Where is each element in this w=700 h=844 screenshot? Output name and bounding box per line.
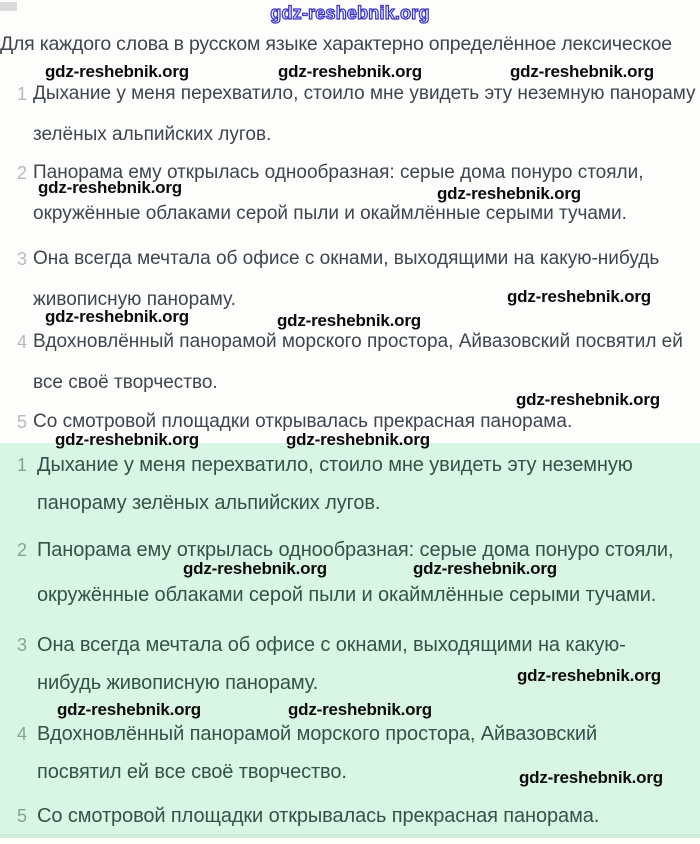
item-text-line: живописную панораму. bbox=[33, 289, 236, 310]
item-number: 4 bbox=[17, 332, 28, 352]
item-text-line: все своё творчество. bbox=[33, 372, 218, 393]
scan-artifact-smudge bbox=[0, 2, 17, 11]
item-text-line: Панорама ему открылась однообразная: серые дома понуро стояли, bbox=[33, 162, 644, 183]
item-text-line: посвятил ей все своё творчество. bbox=[37, 761, 347, 783]
item-text-line: нибудь живописную панораму. bbox=[37, 672, 319, 694]
site-watermark: gdz-reshebnik.org bbox=[57, 700, 201, 719]
site-watermark: gdz-reshebnik.org bbox=[286, 430, 430, 449]
item-text-line: Панорама ему открылась однообразная: серые дома понуро стояли, bbox=[37, 539, 674, 561]
item-text-line: Дыхание у меня перехватило, стоило мне увидеть эту неземную панораму bbox=[33, 83, 696, 104]
site-watermark: gdz-reshebnik.org bbox=[38, 178, 182, 197]
site-watermark: gdz-reshebnik.org bbox=[45, 307, 189, 326]
item-number: 1 bbox=[17, 455, 27, 475]
item-text-line: зелёных альпийских лугов. bbox=[33, 124, 272, 145]
item-number: 5 bbox=[17, 412, 28, 432]
site-watermark: gdz-reshebnik.org bbox=[278, 62, 422, 81]
site-watermark: gdz-reshebnik.org bbox=[277, 311, 421, 330]
site-watermark: gdz-reshebnik.org bbox=[510, 62, 654, 81]
item-number: 4 bbox=[17, 724, 27, 744]
item-text-line: Дыхание у меня перехватило, стоило мне увидеть эту неземную bbox=[37, 454, 633, 476]
item-text-line: Вдохновлённый панорамой морского простора, Айвазовский посвятил ей bbox=[33, 331, 683, 352]
site-watermark: gdz-reshebnik.org bbox=[55, 430, 199, 449]
item-text-line: Со смотровой площадки открывалась прекрасная панорама. bbox=[33, 411, 573, 432]
answer-item bbox=[0, 540, 700, 623]
item-text-line: окружённые облаками серой пыли и окаймлённые серыми тучами. bbox=[37, 584, 657, 606]
item-number: 2 bbox=[17, 540, 27, 560]
item-text-line: Вдохновлённый панорамой морского простора, Айвазовский bbox=[37, 723, 598, 745]
site-watermark-outlined: gdz-reshebnik.org bbox=[270, 3, 430, 23]
site-watermark: gdz-reshebnik.org bbox=[183, 559, 327, 578]
answer-item bbox=[0, 455, 700, 531]
item-text-line: Она всегда мечтала об офисе с окнами, выходящими на какую- bbox=[37, 634, 626, 656]
task-header-text: Для каждого слова в русском языке характерно определённое лексическое bbox=[0, 33, 672, 55]
site-watermark: gdz-reshebnik.org bbox=[413, 559, 557, 578]
site-watermark: gdz-reshebnik.org bbox=[288, 700, 432, 719]
list-item bbox=[0, 84, 700, 166]
answer-item bbox=[0, 724, 700, 800]
answer-item bbox=[0, 806, 700, 844]
item-number: 3 bbox=[17, 249, 28, 269]
list-item bbox=[0, 163, 700, 245]
site-watermark: gdz-reshebnik.org bbox=[507, 287, 651, 306]
site-watermark: gdz-reshebnik.org bbox=[516, 390, 660, 409]
item-text-line: Со смотровой площадки открывалась прекрасная панорама. bbox=[37, 805, 600, 827]
site-watermark: gdz-reshebnik.org bbox=[437, 184, 581, 203]
site-watermark: gdz-reshebnik.org bbox=[519, 768, 663, 787]
item-number: 5 bbox=[17, 806, 27, 826]
item-number: 1 bbox=[17, 84, 28, 104]
site-watermark: gdz-reshebnik.org bbox=[45, 62, 189, 81]
item-text-line: панораму зелёных альпийских лугов. bbox=[37, 492, 381, 514]
item-text-line: окружённые облаками серой пыли и окаймлённые серыми тучами. bbox=[33, 203, 627, 224]
site-watermark: gdz-reshebnik.org bbox=[517, 666, 661, 685]
item-text-line: Она всегда мечтала об офисе с окнами, выходящими на какую-нибудь bbox=[33, 248, 660, 269]
item-number: 3 bbox=[17, 635, 27, 655]
item-number: 2 bbox=[17, 163, 28, 183]
